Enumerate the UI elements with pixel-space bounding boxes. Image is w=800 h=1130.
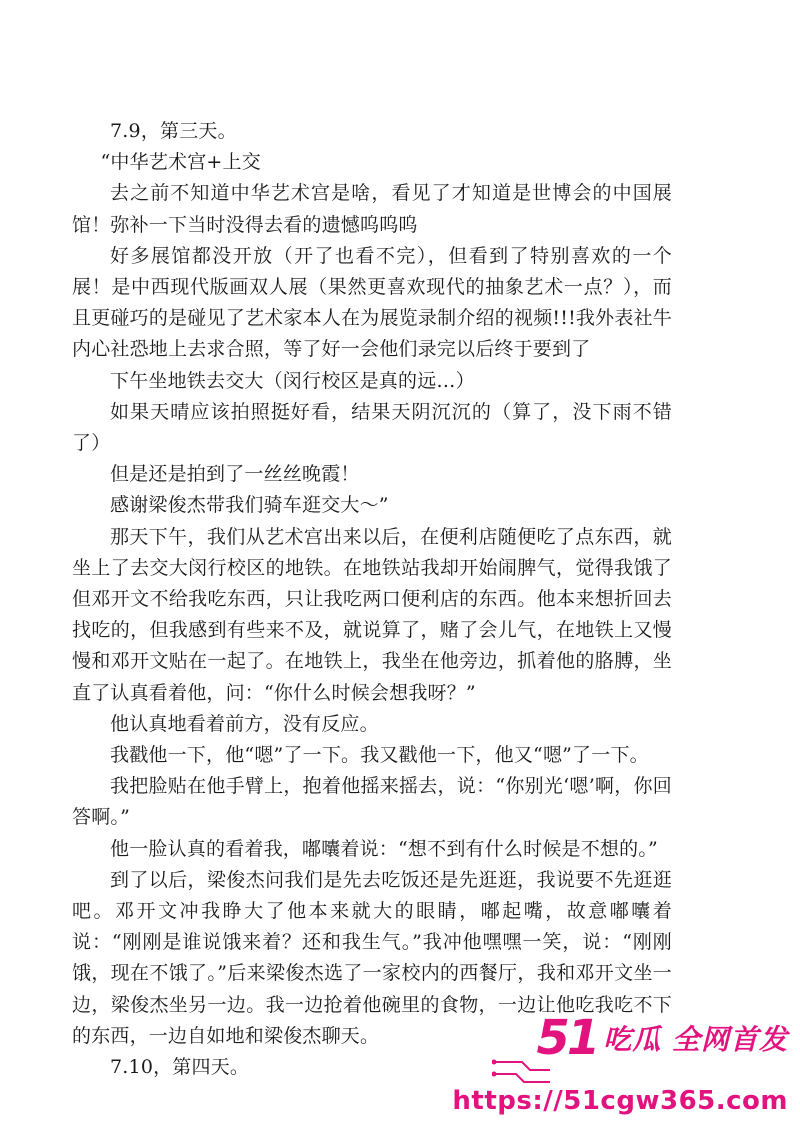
watermark-url: https://51cgw365.com — [452, 1086, 788, 1116]
paragraph: 但是还是拍到了一丝丝晚霞！ — [110, 463, 360, 486]
paragraph-quote-title: “中华艺术宫+上交 — [100, 151, 261, 174]
paragraph: 下午坐地铁去交大（闵行校区是真的远…） — [110, 369, 475, 392]
paragraph: 我戳他一下，他“嗯”了一下。我又戳他一下，他又“嗯”了一下。 — [110, 744, 649, 767]
paragraph: 好多展馆都没开放（开了也看不完），但看到了特别喜欢的一个展！是中西现代版画双人展（果然更喜欢现代的抽象艺术一点？），而且更碰巧的是碰见了艺术家本人在为展览录制介绍的视频!!!我外表社牛内心社恐地上去求合照，等了好一会他们录完以后终于要到了 — [72, 244, 672, 361]
paragraph-date-heading: 7.9，第三天。 — [110, 120, 237, 142]
paragraph: 去之前不知道中华艺术宫是啥，看见了才知道是世博会的中国展馆！弥补一下当时没得去看的遗憾呜呜呜 — [72, 182, 672, 236]
paragraph: 感谢梁俊杰带我们骑车逛交大～” — [110, 494, 389, 517]
site-watermark — [452, 1010, 792, 1122]
paragraph: 到了以后，梁俊杰问我们是先去吃饭还是先逛逛，我说要不先逛逛吧。邓开文冲我睁大了他本来就大的眼睛，嘟起嘴，故意嘟囔着说：“刚刚是谁说饿来着？还和我生气。”我冲他嘿嘿一笑，说：“刚刚饿，现在不饿了。”后来梁俊杰选了一家校内的西餐厅，我和邓开文坐一边，梁俊杰坐另一边。我一边抢着他碗里的食物，一边让他吃我吃不下的东西，一边自如地和梁俊杰聊天。 — [72, 868, 672, 1047]
paragraph: 那天下午，我们从艺术宫出来以后，在便利店随便吃了点东西，就坐上了去交大闵行校区的地铁。在地铁站我却开始闹脾气，觉得我饿了但邓开文不给我吃东西，只让我吃两口便利店的东西。他本来想折回去找吃的，但我感到有些来不及，就说算了，赌了会儿气，在地铁上又慢慢和邓开文贴在一起了。在地铁上，我坐在他旁边，抓着他的胳膊，坐直了认真看着他，问：“你什么时候会想我呀？” — [72, 525, 672, 704]
paragraph: 如果天晴应该拍照挺好看，结果天阴沉沉的（算了，没下雨不错了） — [72, 400, 672, 455]
watermark-logo-number: 51 — [536, 1010, 598, 1066]
watermark-logo — [536, 1010, 788, 1066]
watermark-logo-text: 吃瓜 全网首发 — [603, 1023, 788, 1056]
paragraph-date-heading: 7.10，第四天。 — [110, 1056, 250, 1079]
body-text — [72, 116, 672, 1083]
paragraph: 他认真地看着前方，没有反应。 — [110, 712, 379, 735]
paragraph: 我把脸贴在他手臂上，抱着他摇来摇去，说：“你别光‘嗯’啊，你回答啊。” — [72, 775, 672, 829]
paragraph: 他一脸认真的看着我，嘟囔着说：“想不到有什么时候是不想的。” — [110, 837, 658, 860]
